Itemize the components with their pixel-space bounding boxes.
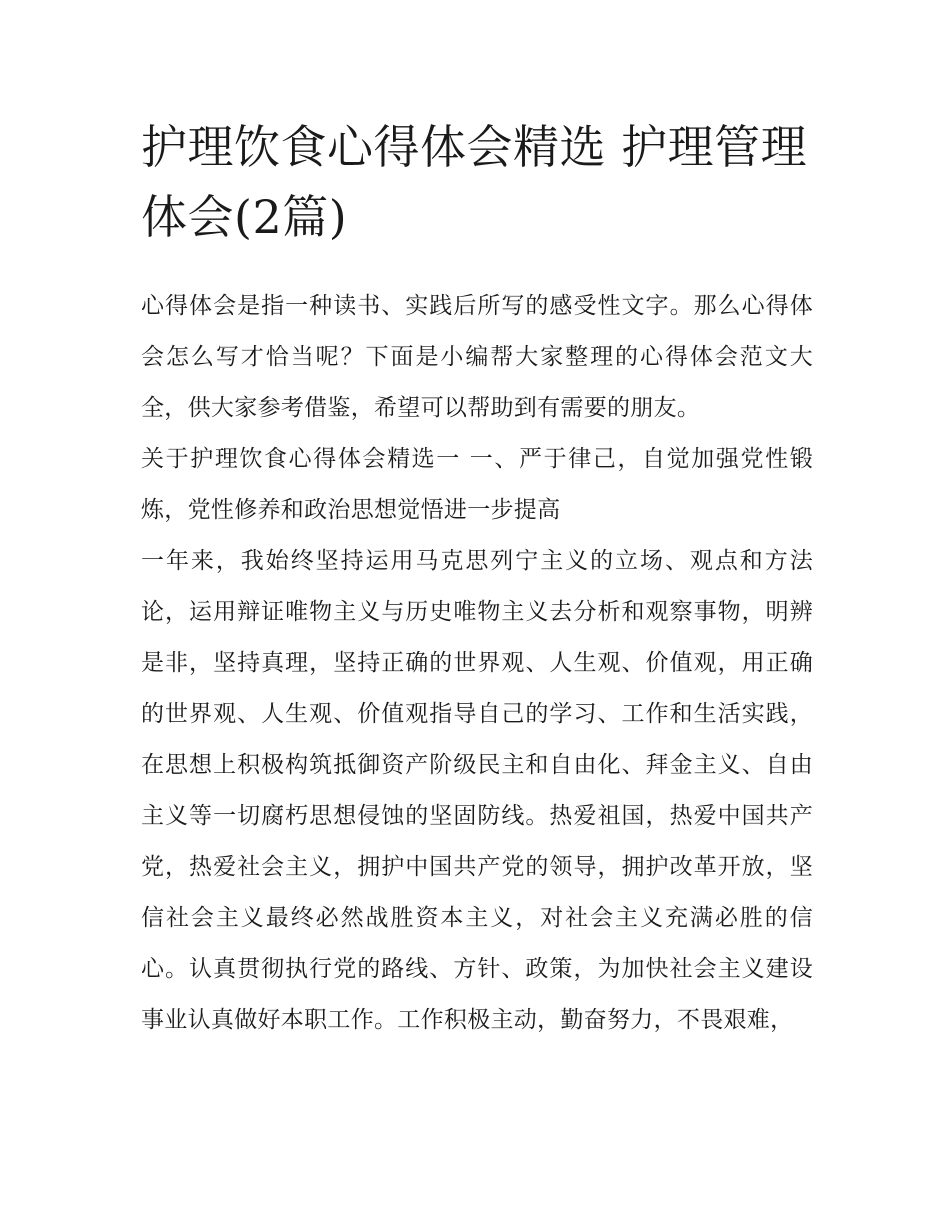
- document-title: 护理饮食心得体会精选 护理管理体会(2篇): [141, 120, 808, 244]
- body-paragraph: 一年来，我始终坚持运用马克思列宁主义的立场、观点和方法论，运用辩证唯物主义与历史唯物主义去分析和观察事物，明辨是非，坚持真理，坚持正确的世界观、人生观、价值观，用正确的世界观、人生观、价值观指导自己的学习、工作和生活实践，在思想上积极构筑抵御资产阶级民主和自由化、拜金主义、自由主义等一切腐朽思想侵蚀的坚固防线。热爱祖国，热爱中国共产党，热爱社会主义，拥护中国共产党的领导，拥护改革开放，坚信社会主义最终必然战胜资本主义，对社会主义充满必胜的信心。认真贯彻执行党的路线、方针、政策，为加快社会主义建设事业认真做好本职工作。工作积极主动，勤奋努力，不畏艰难，: [141, 548, 813, 1033]
- intro-paragraph: 心得体会是指一种读书、实践后所写的感受性文字。那么心得体会怎么写才恰当呢？下面是小编帮大家整理的心得体会范文大全，供大家参考借鉴，希望可以帮助到有需要的朋友。: [141, 293, 813, 421]
- document-page: [141, 112, 813, 1046]
- section-heading-paragraph: 关于护理饮食心得体会精选一 一、严于律己，自觉加强党性锻炼，党性修养和政治思想觉悟进一步提高: [141, 446, 813, 523]
